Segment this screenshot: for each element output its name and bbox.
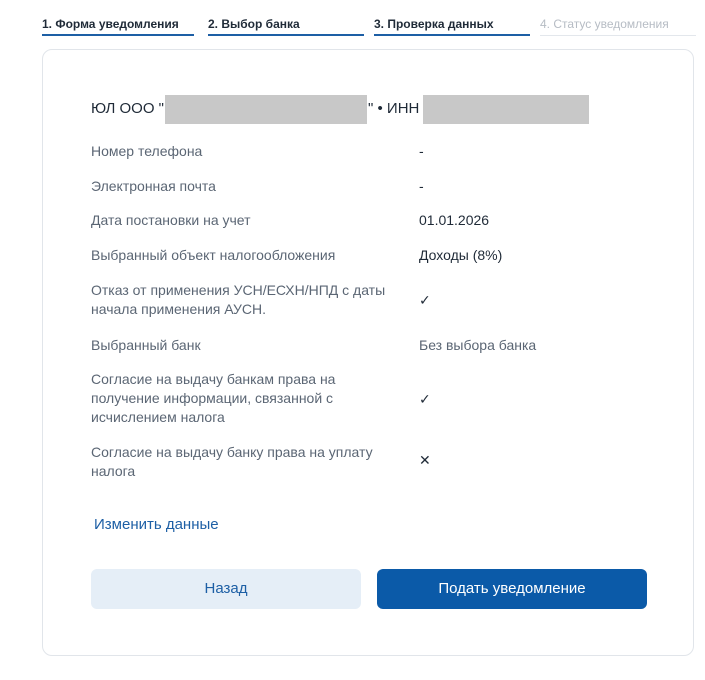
edit-data-link[interactable]: Изменить данные: [94, 516, 219, 533]
step-notification-form[interactable]: [42, 14, 194, 36]
detail-label: Электронная почта: [91, 178, 216, 194]
step-label: 1. Форма уведомления: [42, 17, 179, 31]
redacted-org-name: [165, 95, 367, 124]
detail-value: -: [419, 178, 424, 194]
step-progress-bar: [374, 34, 530, 36]
detail-value: Доходы (8%): [419, 247, 503, 263]
org-header: [91, 94, 589, 124]
step-progress-bar: [540, 35, 696, 36]
detail-value: Без выбора банка: [419, 337, 537, 353]
step-notification-status: [540, 14, 696, 36]
detail-label: Выбранный объект налогообложения: [91, 247, 336, 263]
step-progress-bar: [42, 34, 194, 36]
detail-value: -: [419, 143, 424, 159]
detail-value: 01.01.2026: [419, 212, 490, 228]
detail-label: Номер телефона: [91, 143, 203, 159]
step-bank-choice[interactable]: [208, 14, 364, 36]
org-suffix: " • ИНН: [368, 100, 420, 118]
step-progress-bar: [208, 34, 364, 36]
check-icon: ✓: [419, 292, 431, 308]
detail-label: Согласие на выдачу банкам права на получение информации, связанной с исчислением налога: [91, 371, 336, 425]
redacted-inn: [423, 95, 589, 124]
step-label: 3. Проверка данных: [374, 17, 494, 31]
step-data-check[interactable]: [374, 14, 530, 36]
back-button[interactable]: Назад: [91, 569, 361, 609]
detail-label: Выбранный банк: [91, 337, 201, 353]
submit-notification-button[interactable]: Подать уведомление: [377, 569, 647, 609]
cross-icon: ✕: [419, 452, 431, 468]
org-prefix: ЮЛ ООО ": [91, 100, 164, 118]
step-label: 4. Статус уведомления: [540, 17, 669, 31]
detail-label: Дата постановки на учет: [91, 212, 251, 228]
stepper: [42, 14, 696, 38]
step-label: 2. Выбор банка: [208, 17, 300, 31]
review-card: [42, 49, 694, 656]
detail-label: Отказ от применения УСН/ЕСХН/НПД с даты начала применения АУСН.: [91, 282, 386, 317]
check-icon: ✓: [419, 391, 431, 407]
detail-label: Согласие на выдачу банку права на уплату налога: [91, 444, 373, 479]
